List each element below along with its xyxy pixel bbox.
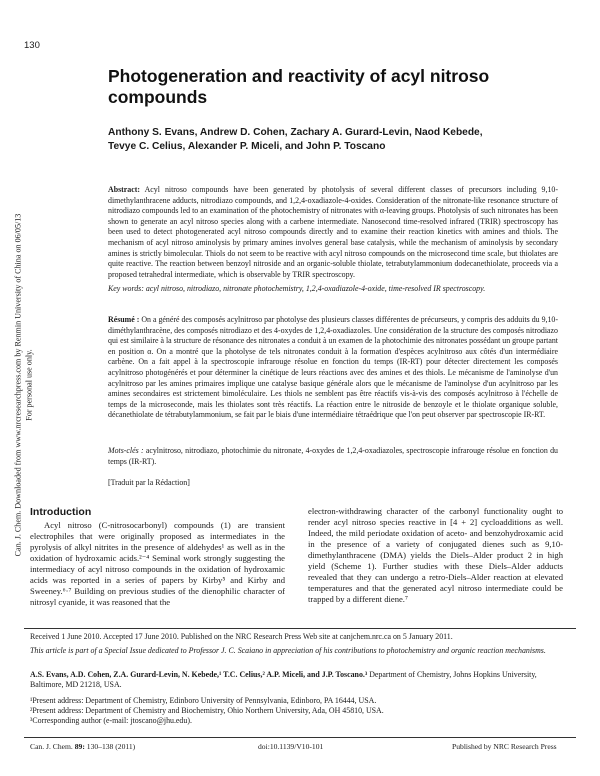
- footer-publisher: Published by NRC Research Press: [452, 742, 557, 751]
- keywords-label: Key words:: [108, 284, 144, 294]
- footnote-2: ²Present address: Department of Chemistry and Biochemistry, Ohio Northern University, Ada, OH 45810, USA.: [30, 706, 384, 715]
- resume: [108, 315, 558, 421]
- page-number: 130: [24, 40, 40, 51]
- affiliation-text: Department of Chemistry, Johns Hopkins University, Baltimore, MD 21218, USA.: [30, 670, 537, 689]
- footer-journal: [30, 742, 135, 751]
- mots-cles: [108, 446, 558, 467]
- footnote-1: ¹Present address: Department of Chemistry, Edinboro University of Pennsylvania, Edinboro, PA 16444, USA.: [30, 696, 377, 705]
- footer-volume: 89:: [74, 742, 85, 751]
- body-column-left: [30, 520, 285, 608]
- keywords-text: acyl nitroso, nitrodiazo, nitronate photochemistry, 1,2,4-oxadiazole-4-oxide, time-resolved IR spectroscopy.: [145, 284, 486, 294]
- footnote-divider: [24, 628, 576, 629]
- footer-doi: doi:10.1139/V10-101: [258, 742, 324, 751]
- motscles-text: acylnitroso, nitrodiazo, photochimie du nitronate, 4-oxydes de 1,2,4-oxadiazoles, spectroscopie infrarouge résolue en fonction du temps (IR-RT).: [108, 446, 558, 466]
- personal-use-note: For personal use only.: [24, 349, 33, 421]
- affiliation-authors: A.S. Evans, A.D. Cohen, Z.A. Gurard-Levin, N. Kebede,¹ T.C. Celius,² A.P. Miceli, and J.P. Toscano.³: [30, 670, 368, 679]
- translation-note: [Traduit par la Rédaction]: [108, 478, 190, 487]
- intro-paragraph-2: electron-withdrawing character of the carbonyl functionality ought to render acyl nitroso species reactive in [4 + 2] cycloadditions as well. Indeed, the mild periodate oxidation of aceto- and benzohydroxamic acid in the presence of a variety of conjugated dienes such as 9,10-dimethylanthracene (DMA) yields the Diels–Alder product 2 in high yield (Scheme 1). Further studies with these Diels–Alder adducts revealed that they can undergo a retro-Diels–Alder reaction at elevated temperatures and that the generated acyl nitroso intermediate could be trapped by a different diene.⁷: [308, 506, 563, 605]
- footer-journal-name: Can. J. Chem.: [30, 742, 73, 751]
- motscles-label: Mots-clés :: [108, 446, 144, 455]
- abstract: [108, 185, 558, 295]
- resume-text: On a généré des composés acylnitroso par photolyse des plusieurs classes différentes de précurseurs, y compris des adduits du 9,10-diméthylanthracène, des composés nitrodiazo et des 4-oxydes de 1,2,4-oxadiazoles. Une considération de la structure des composés nitrodiazo qui est similaire à la structure de résonance des nitronates a conduit à un examen de la photochimie des nitronates possédant un groupe partant en position α. On a montré que la photolyse de tels nitronates conduit à la formation d'espèces acylnitroso aux côtés d'un intermédiaire carbène. On a fait appel à la spectroscopie infrarouge résolue en fonction du temps (IR-RT) pour détecter directement les composés acylnitroso photogénérés et pour déterminer la cinétique de leurs réactions avec des amines et des thiols. Le mécanisme de l'aminolyse d'un acylnitroso par les amines primaires implique une catalyse basique générale alors que le mécanisme de l'aminolyse d'un acylnitroso par les amines secondaires est strictement bimoléculaire. Les thiols ne semblent pas être réactifs vis-à-vis des composés acylnitroso à l'échelle de temps de la microseconde, mais les thiolates sont très réactifs. La réaction entre le nitroside de benzoyle et le thiolate organique soluble, décanethiolate de tétrabutylammonium, se fait par le biais d'une intermédiaire tétraédrique que l'on peut observer par spectroscopie IR-RT.: [108, 315, 559, 420]
- intro-paragraph-1: Acyl nitroso (C-nitrosocarbonyl) compounds (1) are transient electrophiles that were originally proposed as intermediates in the pyrolysis of alkyl nitrites in the presence of aldehydes¹ as well as in the oxidation of hydroxamic acids.²⁻⁴ Seminal work strongly suggesting the intermediacy of acyl nitroso compounds in the oxidation of hydroxamic acids was reported in a series of papers by Kirby⁵ and Kirby and Sweeney.⁶·⁷ Building on previous studies of the dienophilic character of nitrosyl cyanide, it was reasoned that the: [30, 520, 285, 608]
- article-title: Photogeneration and reactivity of acyl nitroso compounds: [108, 66, 490, 107]
- authors-line-2: Tevye C. Celius, Alexander P. Miceli, and John P. Toscano: [108, 141, 386, 152]
- author-affiliation: [30, 670, 570, 690]
- download-notice-line: Can. J. Chem. Downloaded from www.nrcresearchpress.com by Renmin University of China on 06/05/13: [13, 213, 23, 557]
- author-list: [108, 126, 548, 154]
- introduction-heading: Introduction: [30, 506, 92, 518]
- footnote-3: ³Corresponding author (e-mail: jtoscano@jhu.edu).: [30, 716, 192, 725]
- abstract-label: Abstract:: [108, 185, 140, 194]
- authors-line-1: Anthony S. Evans, Andrew D. Cohen, Zachary A. Gurard-Levin, Naod Kebede,: [108, 127, 483, 138]
- special-issue-note: This article is part of a Special Issue dedicated to Professor J. C. Scaiano in appreciation of his contributions to photochemistry and organic reaction mechanisms.: [30, 646, 546, 655]
- footer-pages: 130–138 (2011): [86, 742, 136, 751]
- abstract-text: Acyl nitroso compounds have been generated by photolysis of several different classes of precursors including 9,10-dimethylanthracene adducts, nitrodiazo compounds, and 1,2,4-oxadiazole-4-oxides. Consideration of the nitronate-like resonance structure of nitrodiazo compounds led to an examination of the photochemistry of nitronates with α-leaving groups. Photolysis of such nitronates has been shown to generate an acyl nitroso species along with a carbene intermediate. Nanosecond time-resolved infrared (TRIR) spectroscopy has been used to detect photogenerated acyl nitroso compounds directly and to examine their reaction kinetics with amines and thiols. The mechanism of acyl nitroso aminolysis by primary amines involves general base catalysis, while the mechanism of aminolysis by secondary amines is strictly bimolecular. Thiols do not seem to be reactive with acyl nitroso compounds on the microsecond time scale, but thiolates are quite reactive. The reaction between benzoyl nitroside and an organic-soluble thiolate, tetrabutylammonium dodecanethiolate, proceeds via a proposed tetrahedral intermediate, which is observable by TRIR spectroscopy.: [108, 185, 558, 279]
- footer-divider: [24, 737, 576, 738]
- body-column-right: [308, 506, 563, 605]
- resume-label: Résumé :: [108, 315, 140, 324]
- received-dates: Received 1 June 2010. Accepted 17 June 2010. Published on the NRC Research Press Web site at canjchem.nrc.ca on 5 January 2011.: [30, 632, 453, 641]
